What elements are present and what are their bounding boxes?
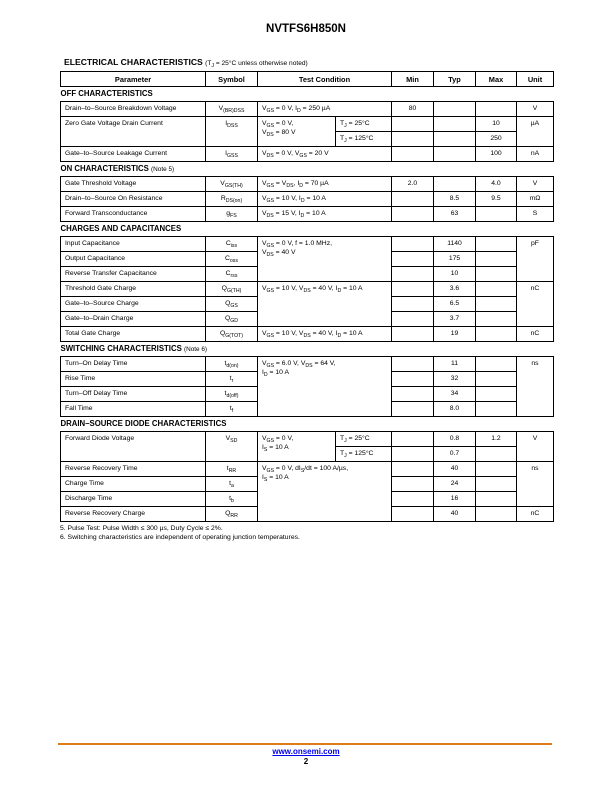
main-content xyxy=(60,71,553,542)
note-5: 5. Pulse Test: Pulse Width ≤ 300 µs, Duty Cycle ≤ 2%. xyxy=(60,525,223,532)
typ: 0.8 xyxy=(434,432,476,447)
min xyxy=(392,372,434,387)
max xyxy=(476,462,517,477)
sub-condition: $T_J = 25^\circ C$ xyxy=(336,117,392,132)
sub-condition: $T_J = 125^\circ C$ xyxy=(336,447,392,462)
min xyxy=(392,492,434,507)
header-unit: Unit xyxy=(517,72,554,87)
typ: 175 xyxy=(434,252,476,267)
typ: 34 xyxy=(434,387,476,402)
max: 4.0 xyxy=(476,177,517,192)
table-row xyxy=(61,102,554,117)
condition: $V_{GS} = 6.0$ V, $V_{DS} = 64$ V, $I_D = 10$ A xyxy=(258,357,392,417)
typ: 32 xyxy=(434,372,476,387)
max: 100 xyxy=(476,147,517,162)
symbol: $t_{RR}$ xyxy=(206,462,258,477)
condition: $V_{GS} = V_{DS}$, $I_D = 70$ µA xyxy=(258,177,392,192)
condition: $V_{GS} = 0$ V, f = 1.0 MHz, $V_{DS} = 40$ V xyxy=(258,237,392,282)
symbol: $V_{GS(TH)}$ xyxy=(206,177,258,192)
typ: 16 xyxy=(434,492,476,507)
param: Charge Time xyxy=(61,477,206,492)
min xyxy=(392,402,434,417)
note-6: 6. Switching characteristics are independent of operating junction temperatures. xyxy=(60,534,300,541)
unit: nC xyxy=(517,507,554,522)
condition: $V_{DS} = 0$ V, $V_{GS} = 20$ V xyxy=(258,147,392,162)
typ: 63 xyxy=(434,207,476,222)
param: Forward Transconductance xyxy=(61,207,206,222)
header-symbol: Symbol xyxy=(206,72,258,87)
section-switching xyxy=(61,342,554,357)
unit: V xyxy=(517,102,554,117)
typ: 40 xyxy=(434,462,476,477)
section-on xyxy=(61,162,554,177)
symbol: $Q_{G(TOT)}$ xyxy=(206,327,258,342)
symbol: $I_{DSS}$ xyxy=(206,117,258,147)
table-row xyxy=(61,327,554,342)
symbol: $t_f$ xyxy=(206,402,258,417)
symbol: $t_b$ xyxy=(206,492,258,507)
typ: 8.0 xyxy=(434,402,476,417)
symbol: $t_{d(off)}$ xyxy=(206,387,258,402)
min xyxy=(392,462,434,477)
min xyxy=(392,297,434,312)
typ: 19 xyxy=(434,327,476,342)
typ: 11 xyxy=(434,357,476,372)
unit: S xyxy=(517,207,554,222)
unit: ns xyxy=(517,357,554,417)
unit: nA xyxy=(517,147,554,162)
max: 250 xyxy=(476,132,517,147)
condition: $V_{GS} = 0$ V, $I_S = 10$ A xyxy=(258,432,336,462)
unit: mΩ xyxy=(517,192,554,207)
symbol: $Q_{RR}$ xyxy=(206,507,258,522)
min xyxy=(392,117,434,132)
min xyxy=(392,387,434,402)
table-row xyxy=(61,432,554,447)
param: Drain–to–Source On Resistance xyxy=(61,192,206,207)
electrical-characteristics-table xyxy=(60,71,554,522)
header-max: Max xyxy=(476,72,517,87)
typ xyxy=(434,117,476,132)
min xyxy=(392,267,434,282)
footnotes xyxy=(60,524,553,542)
typ xyxy=(434,147,476,162)
symbol: $C_{iss}$ xyxy=(206,237,258,252)
website-link[interactable]: www.onsemi.com xyxy=(272,747,340,756)
header-parameter: Parameter xyxy=(61,72,206,87)
table-row xyxy=(61,207,554,222)
section-note: (Note 6) xyxy=(183,346,208,353)
param: Gate Threshold Voltage xyxy=(61,177,206,192)
param: Discharge Time xyxy=(61,492,206,507)
max xyxy=(476,237,517,252)
typ xyxy=(434,132,476,147)
symbol: $g_{FS}$ xyxy=(206,207,258,222)
max xyxy=(476,207,517,222)
condition: $V_{GS} = 0$ V, $dI_S/dt = 100$ A/µs, $I_S = 10$ A xyxy=(258,462,392,522)
header-row xyxy=(61,72,554,87)
param: Forward Diode Voltage xyxy=(61,432,206,462)
unit: ns xyxy=(517,462,554,507)
param: Drain–to–Source Breakdown Voltage xyxy=(61,102,206,117)
symbol: $C_{oss}$ xyxy=(206,252,258,267)
typ: 40 xyxy=(434,507,476,522)
param: Turn–Off Delay Time xyxy=(61,387,206,402)
param: Gate–to–Source Leakage Current xyxy=(61,147,206,162)
unit: µA xyxy=(517,117,554,147)
table-row xyxy=(61,462,554,477)
param: Zero Gate Voltage Drain Current xyxy=(61,117,206,147)
page-number: 2 xyxy=(303,757,309,766)
section-title xyxy=(64,57,308,67)
max xyxy=(476,447,517,462)
max xyxy=(476,282,517,297)
header-min: Min xyxy=(392,72,434,87)
typ: 0.7 xyxy=(434,447,476,462)
ec-title: ELECTRICAL CHARACTERISTICS xyxy=(64,57,203,67)
max: 10 xyxy=(476,117,517,132)
table-row xyxy=(61,147,554,162)
max xyxy=(476,507,517,522)
ec-condition: ($T_J = 25^\circ C$ unless otherwise noted) xyxy=(205,60,308,69)
symbol: $C_{rss}$ xyxy=(206,267,258,282)
max xyxy=(476,252,517,267)
table-row xyxy=(61,357,554,372)
min xyxy=(392,432,434,447)
max xyxy=(476,102,517,117)
min xyxy=(392,147,434,162)
min xyxy=(392,282,434,297)
section-charges: CHARGES AND CAPACITANCES xyxy=(60,224,182,233)
symbol: $I_{GSS}$ xyxy=(206,147,258,162)
header-test-condition: Test Condition xyxy=(258,72,392,87)
document-title: NVTFS6H850N xyxy=(266,23,346,35)
typ: 24 xyxy=(434,477,476,492)
typ: 8.5 xyxy=(434,192,476,207)
sub-condition: $T_J = 25^\circ C$ xyxy=(336,432,392,447)
table-row xyxy=(61,192,554,207)
condition: $V_{GS} = 0$ V, $V_{DS} = 80$ V xyxy=(258,117,336,147)
typ: 1140 xyxy=(434,237,476,252)
min xyxy=(392,447,434,462)
max xyxy=(476,372,517,387)
section-title: SWITCHING CHARACTERISTICS xyxy=(60,344,182,353)
min: 2.0 xyxy=(392,177,434,192)
unit: V xyxy=(517,432,554,462)
min xyxy=(392,237,434,252)
typ: 10 xyxy=(434,267,476,282)
symbol: $V_{SD}$ xyxy=(206,432,258,462)
max xyxy=(476,267,517,282)
min xyxy=(392,207,434,222)
max xyxy=(476,312,517,327)
condition: $V_{GS} = 10$ V, $V_{DS} = 40$ V, $I_D = 10$ A xyxy=(258,327,392,342)
max xyxy=(476,477,517,492)
symbol: $Q_{GD}$ xyxy=(206,312,258,327)
typ: 3.7 xyxy=(434,312,476,327)
sub-condition: $T_J = 125^\circ C$ xyxy=(336,132,392,147)
param: Input Capacitance xyxy=(61,237,206,252)
max xyxy=(476,492,517,507)
section-diode: DRAIN–SOURCE DIODE CHARACTERISTICS xyxy=(60,419,227,428)
table-row xyxy=(61,237,554,252)
table-row xyxy=(61,177,554,192)
min xyxy=(392,132,434,147)
min xyxy=(392,252,434,267)
min xyxy=(392,507,434,522)
table-row xyxy=(61,117,554,132)
param: Reverse Recovery Time xyxy=(61,462,206,477)
max xyxy=(476,387,517,402)
table-row xyxy=(61,282,554,297)
param: Turn–On Delay Time xyxy=(61,357,206,372)
section-title: ON CHARACTERISTICS xyxy=(60,164,149,173)
unit: nC xyxy=(517,282,554,327)
min: 80 xyxy=(392,102,434,117)
param: Gate–to–Drain Charge xyxy=(61,312,206,327)
max: 1.2 xyxy=(476,432,517,447)
typ xyxy=(434,177,476,192)
condition: $V_{GS} = 0$ V, $I_D = 250$ µA xyxy=(258,102,392,117)
param: Threshold Gate Charge xyxy=(61,282,206,297)
symbol: $t_r$ xyxy=(206,372,258,387)
typ: 6.5 xyxy=(434,297,476,312)
section-off: OFF CHARACTERISTICS xyxy=(60,89,153,98)
unit: nC xyxy=(517,327,554,342)
max xyxy=(476,357,517,372)
symbol: $t_{d(on)}$ xyxy=(206,357,258,372)
typ: 3.6 xyxy=(434,282,476,297)
unit: V xyxy=(517,177,554,192)
typ xyxy=(434,102,476,117)
unit: pF xyxy=(517,237,554,282)
param: Reverse Transfer Capacitance xyxy=(61,267,206,282)
condition: $V_{DS} = 15$ V, $I_D = 10$ A xyxy=(258,207,392,222)
min xyxy=(392,327,434,342)
symbol: $V_{(BR)DSS}$ xyxy=(206,102,258,117)
param: Gate–to–Source Charge xyxy=(61,297,206,312)
max xyxy=(476,327,517,342)
param: Output Capacitance xyxy=(61,252,206,267)
condition: $V_{GS} = 10$ V, $I_D = 10$ A xyxy=(258,192,392,207)
min xyxy=(392,357,434,372)
param: Total Gate Charge xyxy=(61,327,206,342)
param: Reverse Recovery Charge xyxy=(61,507,206,522)
condition: $V_{GS} = 10$ V, $V_{DS} = 40$ V, $I_D = 10$ A xyxy=(258,282,392,327)
max: 9.5 xyxy=(476,192,517,207)
header-typ: Typ xyxy=(434,72,476,87)
param: Fall Time xyxy=(61,402,206,417)
min xyxy=(392,192,434,207)
max xyxy=(476,297,517,312)
footer-rule xyxy=(58,743,552,745)
min xyxy=(392,312,434,327)
symbol: $t_a$ xyxy=(206,477,258,492)
symbol: $Q_{G(TH)}$ xyxy=(206,282,258,297)
symbol: $R_{DS(on)}$ xyxy=(206,192,258,207)
max xyxy=(476,402,517,417)
symbol: $Q_{GS}$ xyxy=(206,297,258,312)
param: Rise Time xyxy=(61,372,206,387)
section-note: (Note 5) xyxy=(151,166,175,173)
min xyxy=(392,477,434,492)
